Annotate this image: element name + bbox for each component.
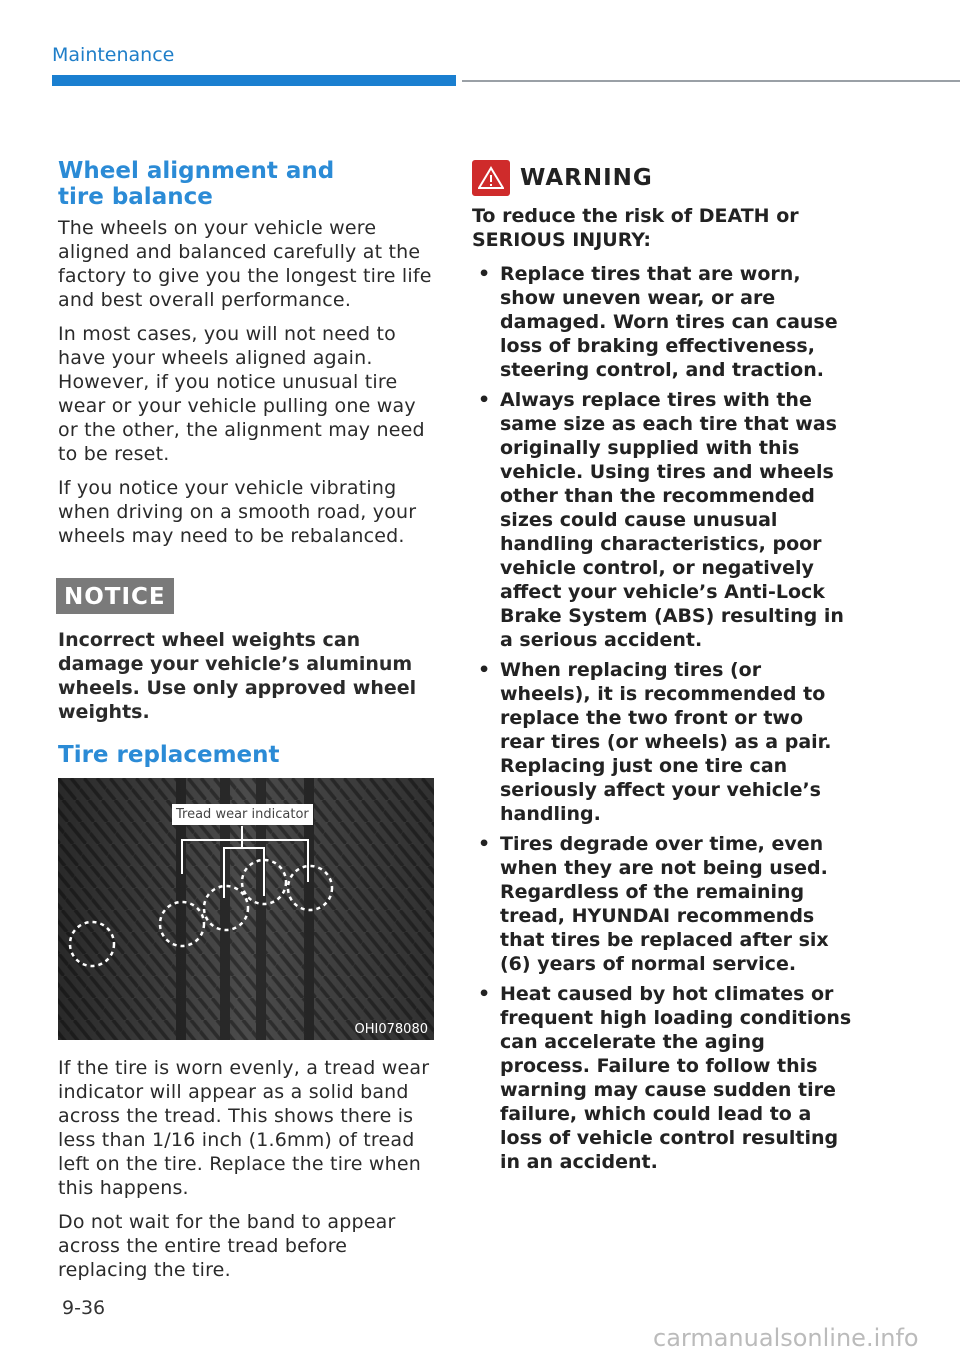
- warning-list: [472, 262, 852, 1174]
- warning-triangle-icon: [472, 160, 510, 196]
- tread-wear-indicator-label: Tread wear indicator: [172, 804, 313, 825]
- paragraph-tread-indicator: If the tire is worn evenly, a tread wear indicator will appear as a solid band across the tread. This shows there is less than 1/16 inch (1.6mm) of tread left on the tire. Replace the tire when this happens.: [58, 1057, 430, 1199]
- warning-column: [472, 160, 852, 1180]
- paragraph-alignment-reset: In most cases, you will not need to have your wheels aligned again. However, if you notice unusual tire wear or your vehicle pulling one way or the other, the alignment may need to be reset.: [58, 323, 425, 465]
- notice-text: Incorrect wheel weights can damage your vehicle’s aluminum wheels. Use only approved wheel weights.: [58, 629, 417, 723]
- paragraph-do-not-wait: Do not wait for the band to appear across the entire tread before replacing the tire.: [58, 1211, 396, 1281]
- section-header: Maintenance: [52, 44, 175, 66]
- warning-item: • Heat caused by hot climates or frequent high loading conditions can accelerate the aging process. Failure to follow this warning may cause sudden tire failure, which could lead to a loss of vehicle control resulting in an accident.: [472, 982, 852, 1174]
- page-number: 9-36: [62, 1297, 106, 1319]
- paragraph-rebalance: If you notice your vehicle vibrating when driving on a smooth road, your wheels may need to be rebalanced.: [58, 477, 417, 547]
- warning-title: WARNING: [520, 165, 653, 191]
- watermark: carmanualsonline.info: [653, 1324, 919, 1352]
- warning-item: • Always replace tires with the same size as each tire that was originally supplied with this vehicle. Using tires and wheels other than the recommended sizes could cause unusual handling characteristics, poor vehicle control, or negatively affect your vehicle’s Anti-Lock Brake System (ABS) resulting in a serious accident.: [472, 388, 852, 652]
- warning-intro: To reduce the risk of DEATH or SERIOUS INJURY:: [472, 205, 799, 251]
- header-accent-bar: [52, 75, 456, 86]
- header-divider: [462, 80, 960, 82]
- tire-tread-figure: [58, 778, 434, 1040]
- warning-item: • When replacing tires (or wheels), it is recommended to replace the two front or two rear tires (or wheels) as a pair. Replacing just one tire can seriously affect your vehicle’s handling.: [472, 658, 852, 826]
- paragraph-alignment-intro: The wheels on your vehicle were aligned and balanced carefully at the factory to give you the longest tire life and best overall performance.: [58, 217, 432, 311]
- warning-header: [472, 160, 852, 196]
- figure-code: OHI078080: [354, 1022, 428, 1037]
- warning-item: • Tires degrade over time, even when they are not being used. Regardless of the remaining tread, HYUNDAI recommends that tires be replaced after six (6) years of normal service.: [472, 832, 852, 976]
- heading-wheel-alignment: Wheel alignment and tire balance: [58, 158, 335, 210]
- notice-badge: NOTICE: [56, 578, 174, 614]
- left-column: [58, 158, 438, 1292]
- warning-item: • Replace tires that are worn, show uneven wear, or are damaged. Worn tires can cause loss of braking effectiveness, steering control, and traction.: [472, 262, 852, 382]
- heading-tire-replacement: Tire replacement: [58, 742, 280, 768]
